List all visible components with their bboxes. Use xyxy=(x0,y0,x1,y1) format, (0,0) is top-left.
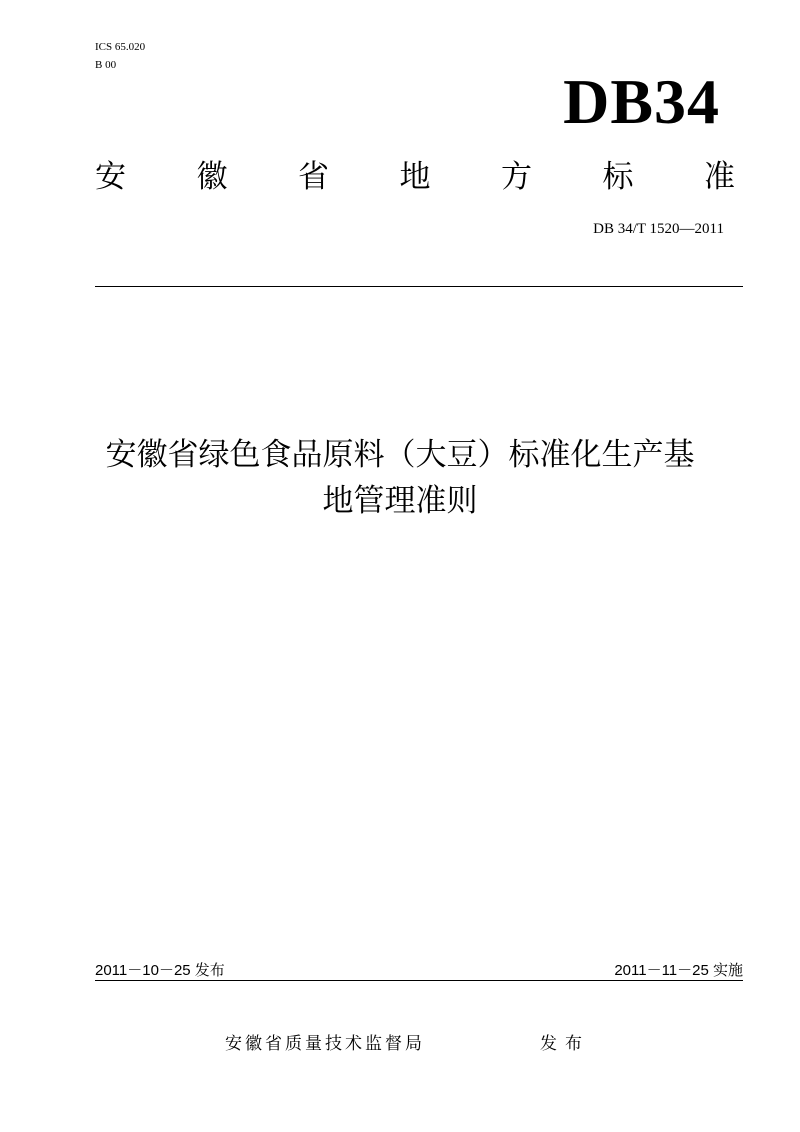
standard-type-char: 准 xyxy=(704,159,735,195)
standard-type-char: 安 xyxy=(95,159,126,195)
implement-date: 2011－11－25 实施 xyxy=(614,962,743,979)
standard-type-heading xyxy=(95,157,735,197)
standard-logo: DB34 xyxy=(563,66,720,137)
standard-type-char: 标 xyxy=(602,159,634,195)
issuing-authority: 安徽省质量技术监督局 xyxy=(225,1034,425,1054)
top-divider xyxy=(95,286,743,287)
title-line-1: 安徽省绿色食品原料（大豆）标准化生产基 xyxy=(105,437,695,473)
standard-type-char: 省 xyxy=(298,159,329,195)
bottom-divider xyxy=(95,980,743,981)
title-line-2: 地管理准则 xyxy=(322,483,478,519)
standard-type-char: 方 xyxy=(501,159,532,195)
standard-code: DB 34/T 1520—2011 xyxy=(593,221,724,237)
standard-type-char: 地 xyxy=(399,159,431,195)
publish-date: 2011－10－25 发布 xyxy=(95,962,225,979)
document-title xyxy=(60,432,740,524)
issue-label: 发布 xyxy=(540,1034,590,1054)
ics-code: ICS 65.020 xyxy=(95,41,146,53)
ccs-code: B 00 xyxy=(95,59,117,71)
standard-type-char: 徽 xyxy=(196,159,228,195)
